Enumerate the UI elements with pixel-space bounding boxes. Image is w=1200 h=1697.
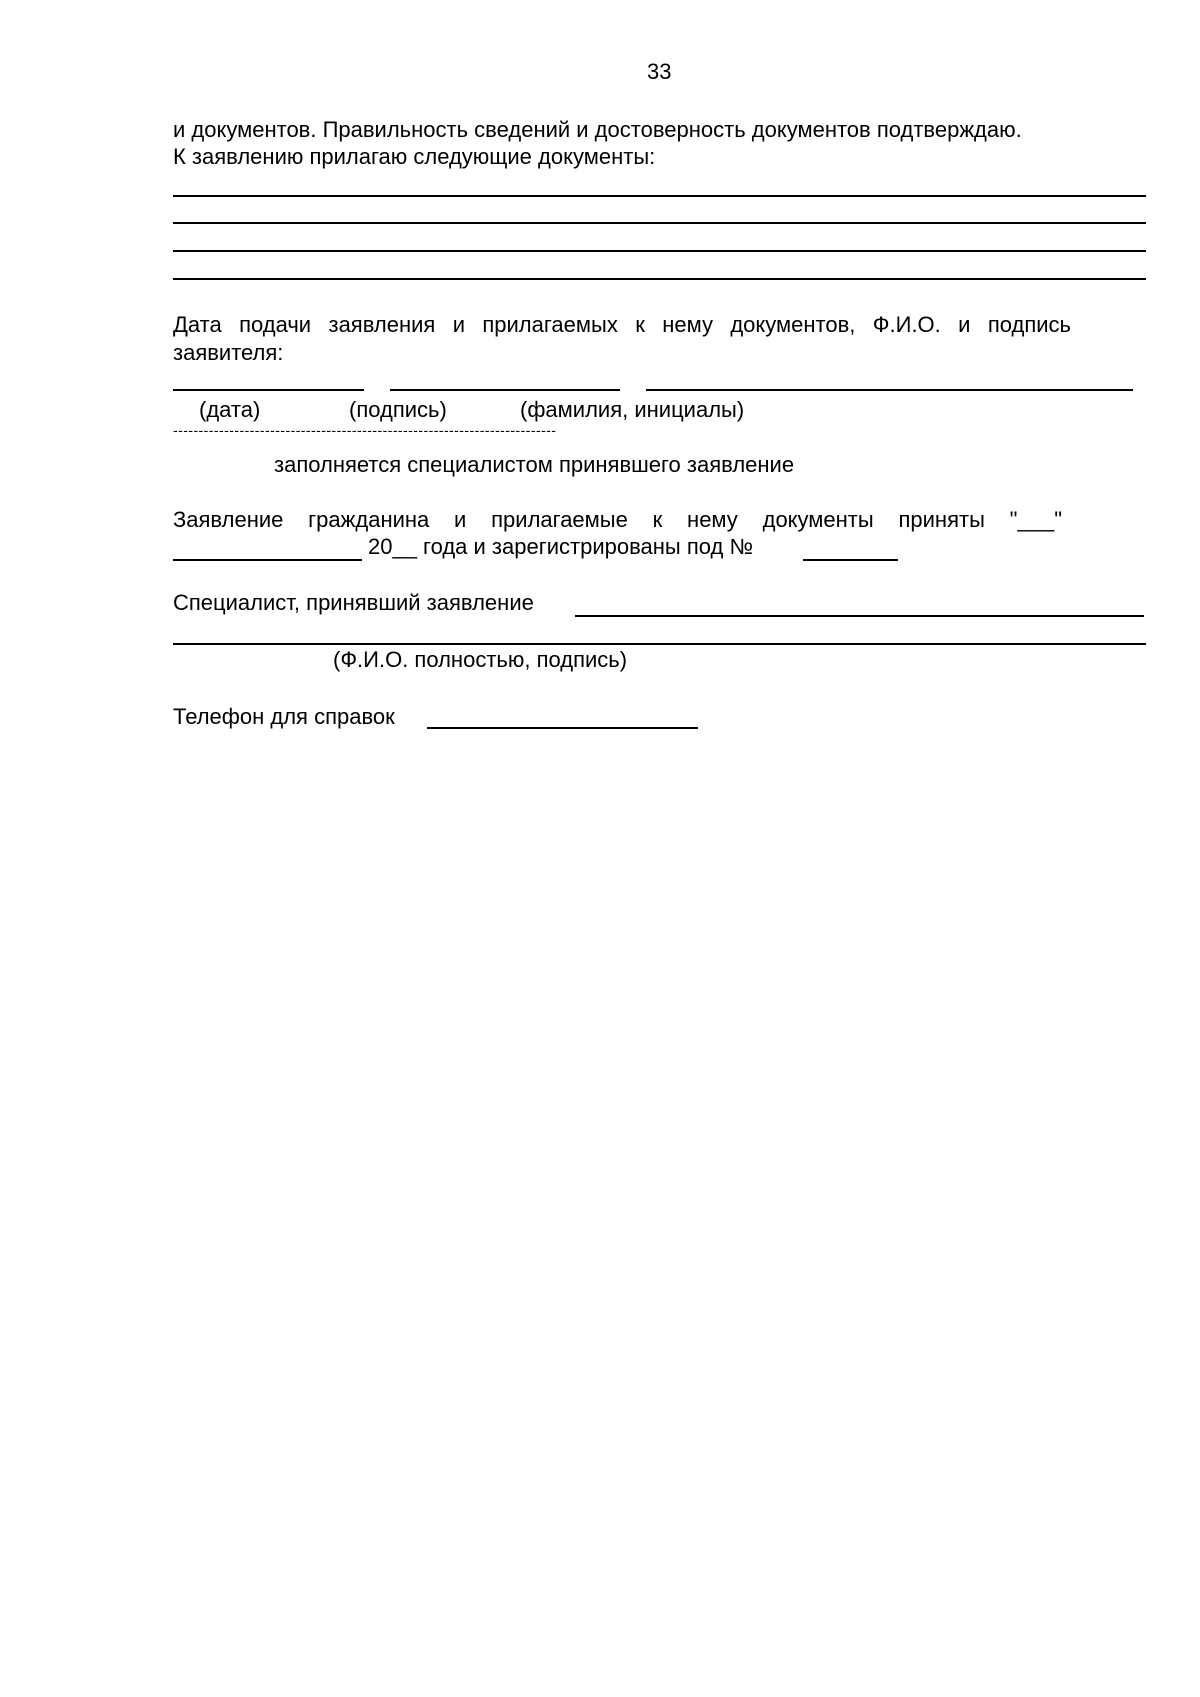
caption-date: (дата) bbox=[199, 397, 261, 422]
registration-number-field[interactable] bbox=[803, 559, 898, 561]
date-field[interactable] bbox=[173, 389, 364, 391]
intro-line-1: и документов. Правильность сведений и достоверность документов подтверждаю. bbox=[173, 117, 1022, 142]
caption-signature: (подпись) bbox=[349, 397, 447, 422]
specialist-label: Специалист, принявший заявление bbox=[173, 590, 534, 615]
name-field[interactable] bbox=[646, 389, 1133, 391]
submission-text-line-2: заявителя: bbox=[173, 340, 284, 365]
specialist-note: заполняется специалистом принявшего заявление bbox=[274, 452, 795, 477]
documents-blank-line-3[interactable] bbox=[173, 250, 1146, 252]
specialist-field-line-2[interactable] bbox=[173, 643, 1146, 645]
signature-field[interactable] bbox=[390, 389, 620, 391]
acceptance-line-1: Заявление гражданина и прилагаемые к нему документы приняты "___" bbox=[173, 507, 1062, 532]
documents-blank-line-4[interactable] bbox=[173, 278, 1146, 280]
phone-field[interactable] bbox=[427, 727, 698, 729]
submission-text-line-1: Дата подачи заявления и прилагаемых к нему документов, Ф.И.О. и подпись bbox=[173, 312, 1071, 337]
dashed-separator: --------------------------------------------------------------------------- bbox=[173, 422, 557, 438]
documents-blank-line-2[interactable] bbox=[173, 222, 1146, 224]
caption-name: (фамилия, инициалы) bbox=[520, 397, 745, 422]
acceptance-year-text: 20__ года и зарегистрированы под № bbox=[368, 534, 754, 559]
intro-line-2: К заявлению прилагаю следующие документы: bbox=[173, 144, 656, 169]
phone-label: Телефон для справок bbox=[173, 704, 395, 729]
documents-blank-line-1[interactable] bbox=[173, 195, 1146, 197]
specialist-caption: (Ф.И.О. полностью, подпись) bbox=[333, 647, 628, 672]
acceptance-date-field[interactable] bbox=[173, 559, 362, 561]
page-number: 33 bbox=[647, 59, 672, 84]
specialist-field[interactable] bbox=[575, 615, 1144, 617]
